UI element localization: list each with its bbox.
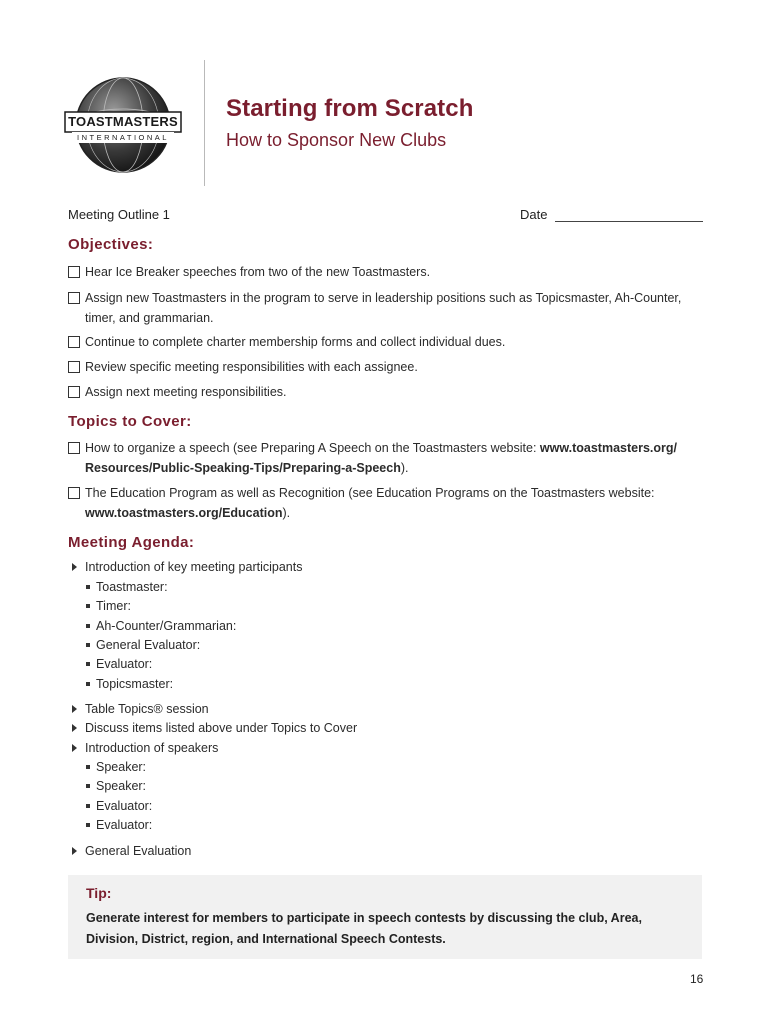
objective-item: Hear Ice Breaker speeches from two of the new Toastmasters. — [68, 262, 702, 282]
agenda-item: Table Topics® session — [68, 700, 209, 718]
topic-item: How to organize a speech (see Preparing A Speech on the Toastmasters website: www.toastmasters.org/ Resources/Public-Speaking-Tips/Preparing-a-Speech). — [68, 438, 702, 478]
agenda-heading: Meeting Agenda: — [68, 534, 195, 551]
header-divider — [204, 60, 205, 186]
agenda-sub-item: Evaluator: — [86, 655, 152, 673]
triangle-bullet-icon — [72, 744, 77, 752]
square-bullet-icon — [86, 624, 90, 628]
triangle-bullet-icon — [72, 705, 77, 713]
topics-heading: Topics to Cover: — [68, 413, 192, 430]
date-blank-line — [555, 208, 703, 222]
agenda-sub-item: Toastmaster: — [86, 578, 168, 596]
agenda-item: Introduction of key meeting participants — [68, 558, 302, 576]
checkbox-icon — [68, 386, 80, 398]
agenda-sub-item: Ah-Counter/Grammarian: — [86, 617, 236, 635]
agenda-item: Introduction of speakers — [68, 739, 218, 757]
agenda-sub-item: Evaluator: — [86, 816, 152, 834]
topic-item: The Education Program as well as Recognition (see Education Programs on the Toastmasters website: www.toastmasters.org/Education). — [68, 483, 702, 523]
preparing-speech-link[interactable]: www.toastmasters.org/ Resources/Public-Speaking-Tips/Preparing-a-Speech — [85, 441, 677, 475]
objectives-heading: Objectives: — [68, 236, 154, 253]
tip-text: Generate interest for members to participate in speech contests by discussing the club, Area, Division, District, region, and International Speech Contests. — [86, 911, 642, 946]
date-label: Date — [520, 207, 548, 222]
checkbox-icon — [68, 292, 80, 304]
triangle-bullet-icon — [72, 724, 77, 732]
checkbox-icon — [68, 487, 80, 499]
square-bullet-icon — [86, 784, 90, 788]
agenda-sub-item: Timer: — [86, 597, 131, 615]
tip-box — [68, 875, 702, 959]
agenda-item: Discuss items listed above under Topics to Cover — [68, 719, 357, 737]
education-link[interactable]: www.toastmasters.org/Education — [85, 506, 283, 520]
date-field — [520, 207, 703, 222]
triangle-bullet-icon — [72, 563, 77, 571]
checkbox-icon — [68, 266, 80, 278]
checkbox-icon — [68, 361, 80, 373]
logo-brand-text: TOASTMASTERS — [68, 114, 178, 129]
agenda-sub-item: Evaluator: — [86, 797, 152, 815]
agenda-sub-item: Speaker: — [86, 777, 146, 795]
agenda-sub-item: Topicsmaster: — [86, 675, 173, 693]
square-bullet-icon — [86, 643, 90, 647]
meeting-outline-label: Meeting Outline 1 — [68, 207, 170, 222]
agenda-item: General Evaluation — [68, 842, 191, 860]
page-number: 16 — [690, 972, 704, 986]
square-bullet-icon — [86, 662, 90, 666]
triangle-bullet-icon — [72, 847, 77, 855]
objective-item: Assign next meeting responsibilities. — [68, 382, 702, 402]
checkbox-icon — [68, 442, 80, 454]
objective-item: Review specific meeting responsibilities with each assignee. — [68, 357, 702, 377]
checkbox-icon — [68, 336, 80, 348]
toastmasters-logo — [64, 76, 182, 174]
square-bullet-icon — [86, 585, 90, 589]
square-bullet-icon — [86, 823, 90, 827]
agenda-sub-item: Speaker: — [86, 758, 146, 776]
objective-item: Assign new Toastmasters in the program to serve in leadership positions such as Topicsmaster, Ah-Counter, timer, and grammarian. — [68, 288, 702, 328]
square-bullet-icon — [86, 765, 90, 769]
page-title: Starting from Scratch — [226, 95, 474, 122]
logo-sub-text: INTERNATIONAL — [77, 133, 169, 142]
square-bullet-icon — [86, 604, 90, 608]
square-bullet-icon — [86, 804, 90, 808]
page-subtitle: How to Sponsor New Clubs — [226, 130, 447, 150]
agenda-sub-item: General Evaluator: — [86, 636, 200, 654]
objective-item: Continue to complete charter membership forms and collect individual dues. — [68, 332, 702, 352]
tip-heading: Tip: — [86, 885, 112, 901]
square-bullet-icon — [86, 682, 90, 686]
